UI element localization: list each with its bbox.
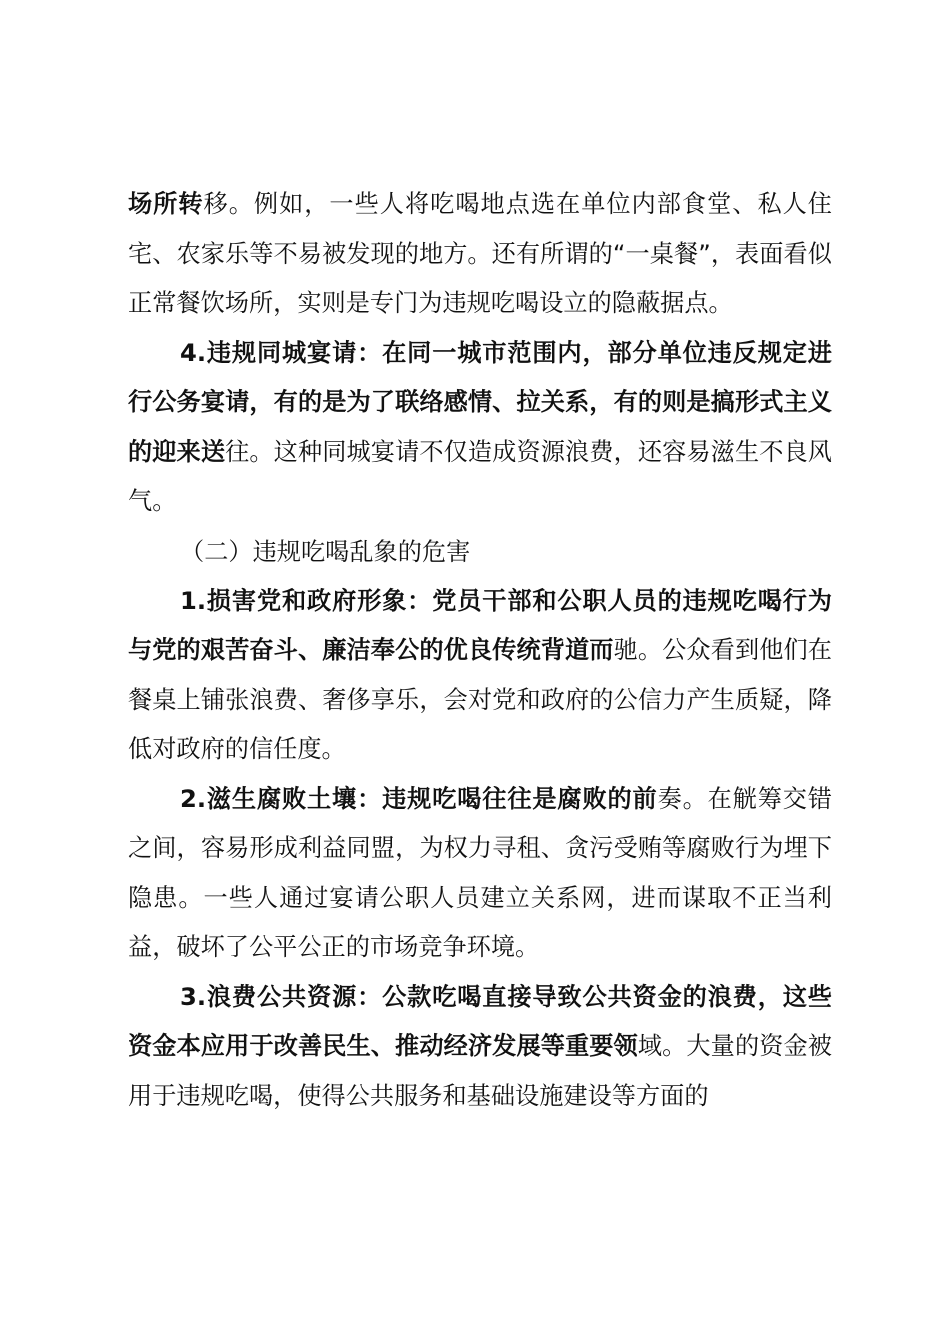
paragraph-harm-3 bbox=[128, 973, 832, 1122]
paragraph-text: 移。例如，一些人将吃喝地点选在单位内部食堂、私人住宅、农家乐等不易被发现的地方。还有所谓的“一桌餐”，表面看似正常餐饮场所，实则是专门为违规吃喝设立的隐蔽据点。 bbox=[128, 190, 832, 317]
bold-lead: 3.浪费公共资源：公款吃喝直接导致公共资金的浪费，这些资金本应用于改善民生、推动经济发展等重要领 bbox=[128, 982, 832, 1060]
document-body bbox=[128, 180, 832, 1121]
bold-lead: 场所转 bbox=[128, 190, 204, 218]
paragraph-text: 驰。公众看到他们在餐桌上铺张浪费、奢侈享乐，会对党和政府的公信力产生质疑，降低对政府的信任度。 bbox=[128, 636, 832, 763]
paragraph-text: 奏。在觥筹交错之间，容易形成利益同盟，为权力寻租、贪污受贿等腐败行为埋下隐患。一些人通过宴请公职人员建立关系网，进而谋取不正当利益，破坏了公平公正的市场竞争环境。 bbox=[128, 784, 832, 961]
paragraph-text: 域。大量的资金被用于违规吃喝，使得公共服务和基础设施建设等方面的 bbox=[128, 1032, 832, 1110]
section-heading: （二）违规吃喝乱象的危害 bbox=[180, 537, 471, 566]
paragraph-harm-1 bbox=[128, 577, 832, 775]
bold-lead: 1.损害党和政府形象：党员干部和公职人员的违规吃喝行为与党的艰苦奋斗、廉洁奉公的优良传统背道而 bbox=[128, 586, 832, 664]
bold-lead: 2.滋生腐败土壤：违规吃喝往往是腐败的前 bbox=[180, 784, 658, 813]
paragraph-text: 往。这种同城宴请不仅造成资源浪费，还容易滋生不良风气。 bbox=[128, 437, 832, 515]
paragraph-continuation bbox=[128, 180, 832, 329]
paragraph-item-4 bbox=[128, 329, 832, 527]
paragraph-harm-2 bbox=[128, 775, 832, 973]
bold-lead: 4.违规同城宴请：在同一城市范围内，部分单位违反规定进行公务宴请，有的是为了联络感情、拉关系，有的则是搞形式主义的迎来送 bbox=[128, 338, 832, 466]
